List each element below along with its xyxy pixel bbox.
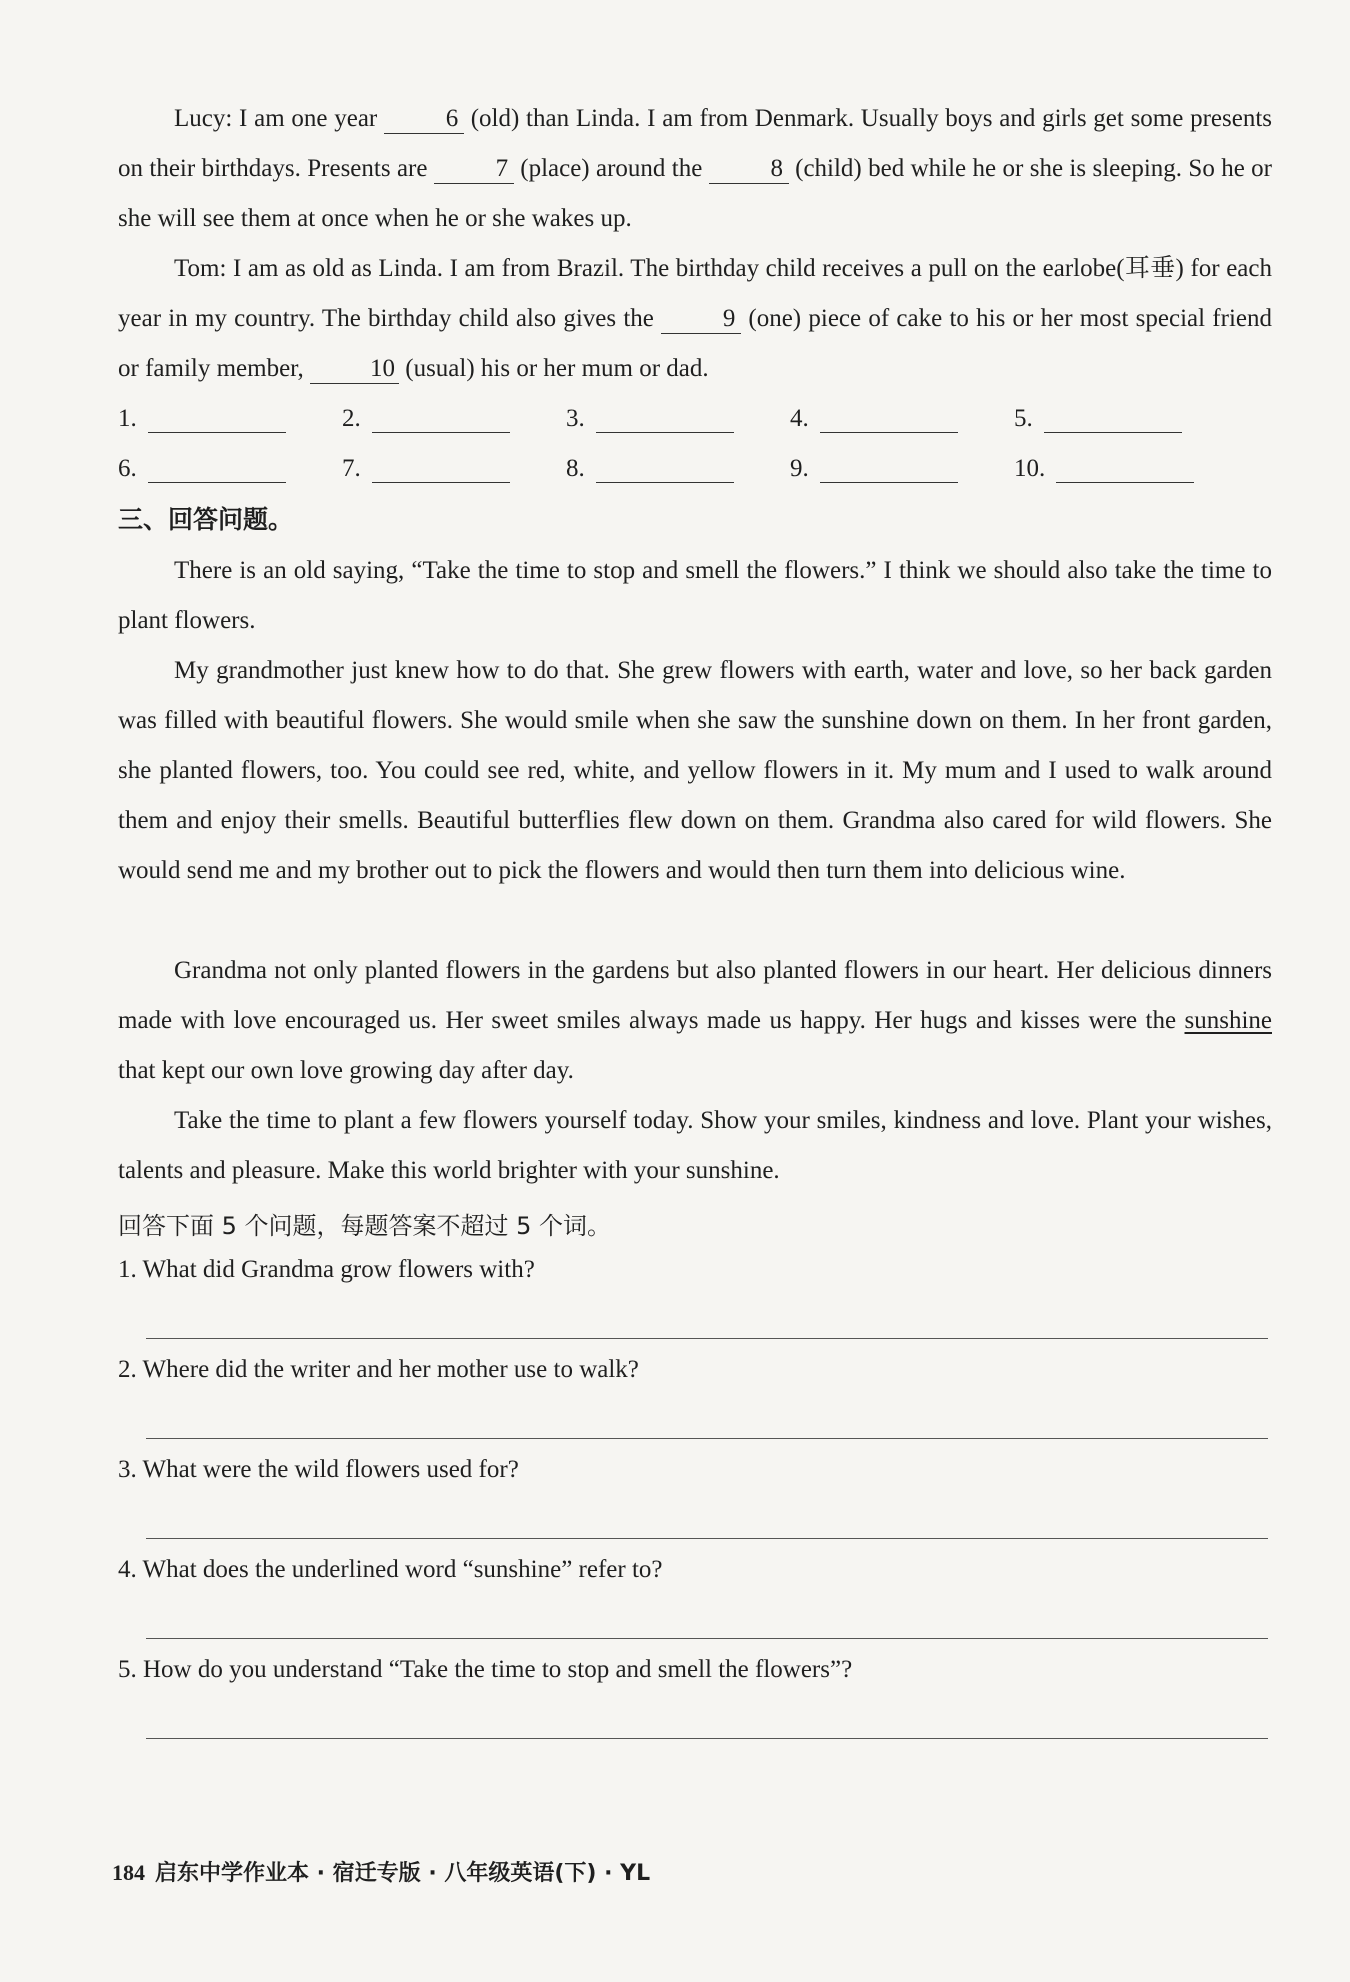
answer-line[interactable] xyxy=(148,402,286,433)
blank-10[interactable]: 10 xyxy=(310,355,399,384)
lucy-paragraph xyxy=(118,94,1272,244)
answer-number: 4. xyxy=(790,405,809,432)
answer-number: 6. xyxy=(118,455,137,482)
tom-text-1: Tom: I am as old as Linda. I am from Brazil. The birthday child receives a pull on the earlobe(耳垂) for each year in my country. The birthday child also gives the xyxy=(118,255,1272,332)
passage-paragraph-2: My grandmother just knew how to do that. She grew flowers with earth, water and love, so her back garden was filled with beautiful flowers. She would smile when she saw the sunshine down on them. In her front garden, she planted flowers, too. You could see red, white, and yellow flowers in it. My mum and I used to walk around them and enjoy their smells. Beautiful butterflies flew down on them. Grandma also cared for wild flowers. She would send me and my brother out to pick the flowers and would then turn them into delicious wine. xyxy=(118,657,1272,884)
answer-line-5[interactable] xyxy=(146,1738,1268,1739)
passage-paragraph-4: Take the time to plant a few flowers yourself today. Show your smiles, kindness and love. Plant your wishes, talents and pleasure. Make this world brighter with your sunshine. xyxy=(118,1107,1272,1184)
question-5: 5. How do you understand “Take the time to stop and smell the flowers”? xyxy=(118,1656,853,1683)
answer-line-1[interactable] xyxy=(146,1338,1268,1339)
answer-number: 3. xyxy=(566,405,585,432)
tom-paragraph xyxy=(118,244,1272,394)
section-heading: 三、回答问题。 xyxy=(118,505,294,534)
answer-number: 2. xyxy=(342,405,361,432)
answer-cell-3[interactable] xyxy=(566,402,734,433)
lucy-text-3: (place) around the xyxy=(513,155,709,182)
answer-grid-row-1 xyxy=(118,402,1272,442)
question-4: 4. What does the underlined word “sunshine” refer to? xyxy=(118,1556,663,1583)
answer-number: 8. xyxy=(566,455,585,482)
blank-7[interactable]: 7 xyxy=(434,155,514,184)
answer-number: 10. xyxy=(1014,455,1046,482)
tom-text-3: (usual) his or her mum or dad. xyxy=(399,355,709,382)
lucy-text-2: (old) than Linda. I am from Denmark. Usually boys and girls get some presents on their birthdays. Presents are xyxy=(118,105,1272,182)
book-title: 启东中学作业本 · 宿迁专版 · 八年级英语(下) · YL xyxy=(155,1861,651,1886)
answer-cell-9[interactable] xyxy=(790,452,958,483)
lucy-text-1: Lucy: I am one year xyxy=(174,105,384,132)
answer-line[interactable] xyxy=(596,452,734,483)
answer-line[interactable] xyxy=(596,402,734,433)
answer-line[interactable] xyxy=(372,452,510,483)
answer-line-2[interactable] xyxy=(146,1438,1268,1439)
answer-line[interactable] xyxy=(1044,402,1182,433)
answer-line[interactable] xyxy=(148,452,286,483)
answer-line-4[interactable] xyxy=(146,1638,1268,1639)
answer-cell-4[interactable] xyxy=(790,402,958,433)
underlined-word-sunshine: sunshine xyxy=(1184,1007,1272,1034)
answer-number: 5. xyxy=(1014,405,1033,432)
page-footer xyxy=(112,1856,650,1887)
answer-line-3[interactable] xyxy=(146,1538,1268,1539)
answer-cell-2[interactable] xyxy=(342,402,510,433)
passage-paragraph-3 xyxy=(118,946,1272,1096)
passage-text: Grandma not only planted flowers in the gardens but also planted flowers in our heart. Her delicious dinners made with love encouraged us. Her sweet smiles always made us happy. Her hugs and kisses were the xyxy=(118,957,1272,1034)
answer-cell-8[interactable] xyxy=(566,452,734,483)
answer-cell-1[interactable] xyxy=(118,402,286,433)
answer-line[interactable] xyxy=(372,402,510,433)
blank-9[interactable]: 9 xyxy=(661,305,741,334)
question-3: 3. What were the wild flowers used for? xyxy=(118,1456,519,1483)
blank-6[interactable]: 6 xyxy=(384,105,464,134)
answer-cell-10[interactable] xyxy=(1014,452,1194,483)
answer-line[interactable] xyxy=(1056,452,1194,483)
answer-cell-7[interactable] xyxy=(342,452,510,483)
answer-number: 7. xyxy=(342,455,361,482)
answer-number: 9. xyxy=(790,455,809,482)
blank-8[interactable]: 8 xyxy=(709,155,789,184)
answer-cell-5[interactable] xyxy=(1014,402,1182,433)
answer-cell-6[interactable] xyxy=(118,452,286,483)
passage-text: that kept our own love growing day after day. xyxy=(118,1057,574,1084)
question-2: 2. Where did the writer and her mother use to walk? xyxy=(118,1356,639,1383)
answer-line[interactable] xyxy=(820,402,958,433)
answer-line[interactable] xyxy=(820,452,958,483)
passage-paragraph-1: There is an old saying, “Take the time to stop and smell the flowers.” I think we should also take the time to plant flowers. xyxy=(118,557,1272,634)
lucy-text-4: (child) bed while he or she is sleeping. So he or she will see them at once when he or she wakes up. xyxy=(118,155,1272,232)
question-instruction: 回答下面 5 个问题，每题答案不超过 5 个词。 xyxy=(118,1212,612,1240)
tom-text-2: (one) piece of cake to his or her most special friend or family member, xyxy=(118,305,1273,382)
answer-number: 1. xyxy=(118,405,137,432)
answer-grid-row-2 xyxy=(118,452,1272,492)
question-1: 1. What did Grandma grow flowers with? xyxy=(118,1256,535,1283)
page-number: 184 xyxy=(112,1860,145,1885)
